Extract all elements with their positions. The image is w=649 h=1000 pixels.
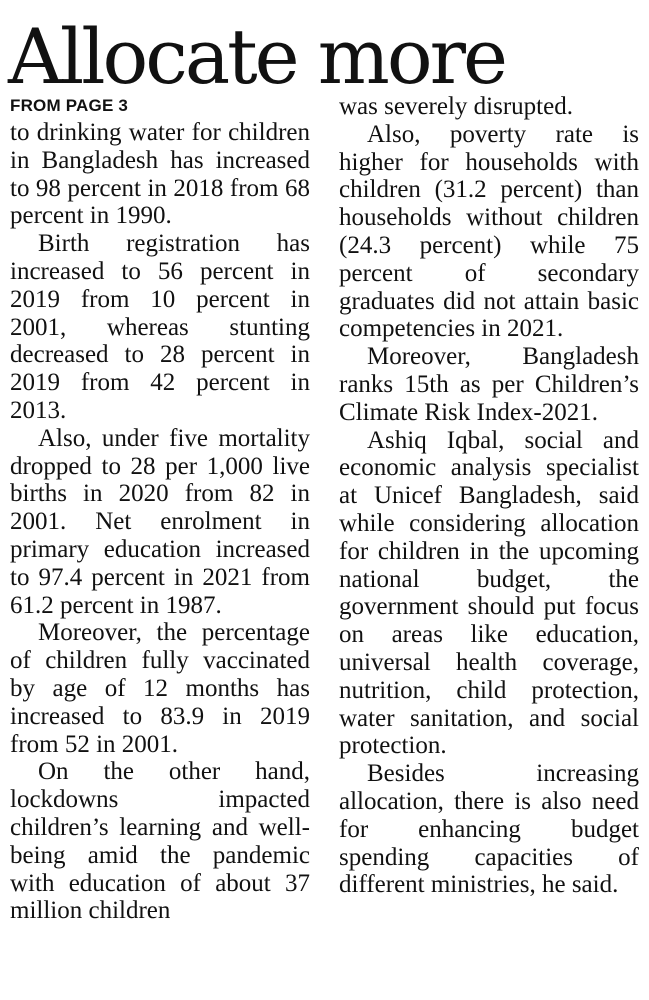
paragraph: Ashiq Iqbal, social and economic analysis specialist at Unicef Bangladesh, said while considering allocation for children in the upcoming national budget, the government should put focus on areas like education, universal health coverage, nutrition, child protection, water sanitation, and social protection. xyxy=(339,426,639,760)
paragraph: to drinking water for children in Bangladesh has increased to 98 percent in 2018 from 68 percent in 1990. xyxy=(10,119,310,230)
headline: Allocate more xyxy=(8,12,505,101)
paragraph: Also, under five mortality dropped to 28 per 1,000 live births in 2020 from 82 in 2001. Net enrolment in primary education increased to 97.4 percent in 2021 from 61.2 percent in 1987. xyxy=(10,424,310,619)
paragraph: Besides increasing allocation, there is also need for enhancing budget spending capacities of different ministries, he said. xyxy=(339,760,639,899)
article-column-right xyxy=(339,93,639,899)
continuation-label: FROM PAGE 3 xyxy=(10,96,129,115)
paragraph: Moreover, Bangladesh ranks 15th as per Children’s Climate Risk Index-2021. xyxy=(339,343,639,426)
paragraph: Also, poverty rate is higher for households with children (31.2 percent) than households without children (24.3 percent) while 75 percent of secondary graduates did not attain basic competencies in 2021. xyxy=(339,120,639,343)
paragraph: On the other hand, lockdowns impacted children’s learning and well-being amid the pandemic with education of about 37 million children xyxy=(10,758,310,925)
paragraph: was severely disrupted. xyxy=(339,93,573,120)
article-column-left xyxy=(10,93,310,925)
paragraph: Moreover, the percentage of children fully vaccinated by age of 12 months has increased to 83.9 in 2019 from 52 in 2001. xyxy=(10,619,310,758)
paragraph: Birth registration has increased to 56 percent in 2019 from 10 percent in 2001, whereas stunting decreased to 28 percent in 2019 from 42 percent in 2013. xyxy=(10,230,310,424)
